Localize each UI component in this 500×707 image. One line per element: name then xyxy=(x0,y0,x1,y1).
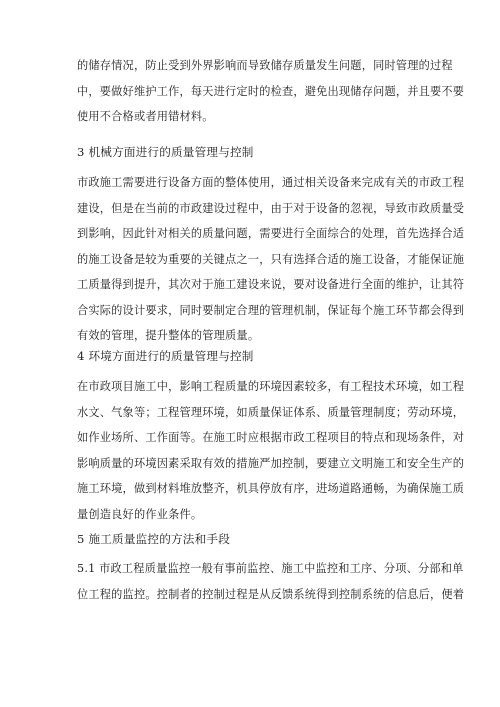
text-line: 在市政项目施工中，影响工程质量的环境因素较多，有工程技术环境，如工程 xyxy=(77,380,465,393)
text-line: 的储存情况，防止受到外界影响而导致储存质量发生问题，同时管理的过程 xyxy=(77,59,453,72)
text-line: 5.1 市政工程质量监控一般有事前监控、施工中监控和工序、分项、分部和单 xyxy=(77,562,464,575)
text-line: 如作业场所、工作面等。在施工时应根据市政工程项目的特点和现场条件，对 xyxy=(77,431,465,444)
text-line: 建设，但是在当前的市政建设过程中，由于对于设备的忽视，导致市政质量受 xyxy=(77,201,465,215)
paragraph-machinery xyxy=(77,170,465,349)
text-line: 工质量得到提升，其次对于施工建设来说，要对设备进行全面的维护，让其符 xyxy=(77,278,465,291)
paragraph-environment xyxy=(77,374,465,527)
paragraph-monitoring xyxy=(77,556,465,607)
text-line: 施工环境，做到材料堆放整齐，机具停放有序，进场道路通畅，为确保施工质 xyxy=(77,482,465,495)
text-line: 合实际的设计要求，同时要制定合理的管理机制，保证每个施工环节都会得到 xyxy=(77,303,465,317)
section-heading-4: 4 环境方面进行的质量管理与控制 xyxy=(77,349,254,363)
section-heading-5: 5 施工质量监控的方法和手段 xyxy=(77,532,230,546)
text-line: 有效的管理，提升整体的管理质量。 xyxy=(77,329,260,342)
text-line: 量创造良好的作业条件。 xyxy=(77,507,203,521)
paragraph-storage xyxy=(77,53,465,130)
text-line: 市政施工需要进行设备方面的整体使用，通过相关设备来完成有关的市政工程 xyxy=(77,176,465,189)
text-line: 使用不合格或者用错材料。 xyxy=(77,110,214,123)
text-line: 水文、气象等；工程管理环境，如质量保证体系、质量管理制度；劳动环境， xyxy=(77,405,465,419)
text-line: 中，要做好维护工作，每天进行定时的检查，避免出现储存问题，并且要不要 xyxy=(77,84,465,98)
text-line: 影响质量的环境因素采取有效的措施严加控制，要建立文明施工和安全生产的 xyxy=(77,456,465,470)
section-heading-3: 3 机械方面进行的质量管理与控制 xyxy=(77,145,254,159)
text-line: 到影响，因此针对相关的质量问题，需要进行全面综合的处理，首先选择合适 xyxy=(77,227,465,240)
text-line: 的施工设备是较为重要的关键点之一，只有选择合适的施工设备，才能保证施 xyxy=(77,252,465,266)
text-line: 位工程的监控。控制者的控制过程是从反馈系统得到控制系统的信息后，便着 xyxy=(77,587,465,601)
